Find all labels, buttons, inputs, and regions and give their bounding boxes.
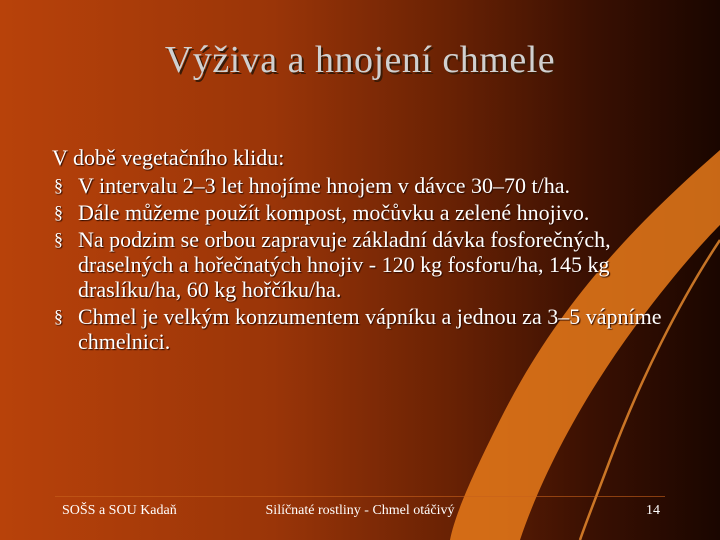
bullet-text: V intervalu 2–3 let hnojíme hnojem v dávce 30–70 t/ha.	[78, 173, 571, 198]
bullet-marker: §	[54, 175, 63, 195]
list-item	[52, 227, 682, 302]
bullet-text: Na podzim se orbou zapravuje základní dávka fosforečných, draselných a hořečnatých hnojiv - 120 kg fosforu/ha, 145 kg draslíku/ha, 60 kg hořčíku/ha.	[78, 227, 611, 302]
slide-body	[52, 145, 682, 356]
bullet-marker: §	[54, 229, 63, 249]
bullet-list	[52, 173, 682, 354]
list-item	[52, 200, 682, 225]
bullet-text: Chmel je velkým konzumentem vápníku a jednou za 3–5 vápníme chmelnici.	[78, 304, 662, 354]
list-item	[52, 173, 682, 198]
list-item	[52, 304, 682, 354]
footer-school: SOŠS a SOU Kadaň	[62, 503, 177, 518]
intro-text: V době vegetačního klidu:	[52, 145, 285, 170]
bullet-text: Dále můžeme použít kompost, močůvku a zelené hnojivo.	[78, 200, 590, 225]
page-number: 14	[646, 503, 660, 518]
bullet-marker: §	[54, 202, 63, 222]
footer-topic: Silíčnaté rostliny - Chmel otáčivý	[265, 503, 455, 518]
bullet-marker: §	[54, 306, 63, 326]
footer-rule	[55, 496, 665, 497]
slide-title: Výživa a hnojení chmele	[164, 39, 556, 81]
